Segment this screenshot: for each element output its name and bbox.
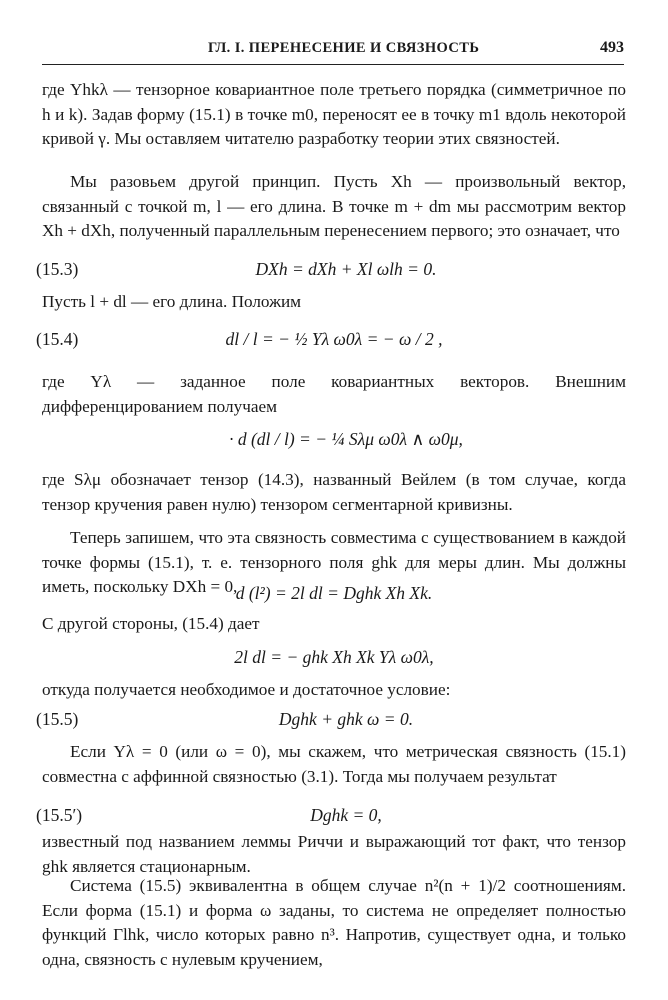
equation-number: (15.4) xyxy=(36,329,79,349)
paragraph-5: где Sλμ обозначает тензор (14.3), названный Вейлем (в том случае, когда тензор кручения равен нулю) тензором сегментарной кривизны. xyxy=(42,470,626,514)
equation-body: DXh = dXh + Xl ωlh = 0. xyxy=(255,259,437,279)
equation-body: Dghk + ghk ω = 0. xyxy=(278,709,414,729)
equation-body: 2l dl = − ghk Xh Xk Yλ ω0λ, xyxy=(234,647,434,667)
page-number: 493 xyxy=(600,39,624,56)
paragraph-8: откуда получается необходимое и достаточное условие: xyxy=(42,680,451,699)
paragraph-2: Мы разовьем другой принцип. Пусть Xh — произвольный вектор, связанный с точкой m, l — его длина. В точке m + dm мы рассмотрим вектор Xh + dXh, полученный параллельным перенесением первого; это означает, что xyxy=(42,172,626,240)
equation-number: (15.3) xyxy=(36,259,79,279)
equation-curvature xyxy=(0,426,668,452)
equation-15-3 xyxy=(0,256,668,282)
paragraph-7: С другой стороны, (15.4) дает xyxy=(42,614,260,633)
equation-body: d (l²) = 2l dl = Dghk Xh Xk. xyxy=(235,583,433,603)
paragraph-11: Система (15.5) эквивалентна в общем случае n²(n + 1)/2 соотношениям. Если форма (15.1) и форма ω заданы, то система не определяет полностью функций Γlhk, число которых равно n³. Напротив, существует одна, и только одна, связность с нулевым кручением, xyxy=(42,876,626,969)
chapter-title: ГЛ. I. ПЕРЕНЕСЕНИЕ И СВЯЗНОСТЬ xyxy=(208,40,480,56)
equation-number: (15.5) xyxy=(36,709,79,729)
equation-from-15-4 xyxy=(0,644,668,670)
paragraph-3: Пусть l + dl — его длина. Положим xyxy=(42,292,302,311)
paragraph-10: известный под названием леммы Риччи и выражающий тот факт, что тензор ghk является стационарным. xyxy=(42,832,626,876)
equation-number: (15.5′) xyxy=(36,805,83,825)
paragraph-9: Если Yλ = 0 (или ω = 0), мы скажем, что метрическая связность (15.1) совместна с аффинной связностью (3.1). Тогда мы получаем результат xyxy=(42,742,626,786)
equation-body: Dghk = 0, xyxy=(310,805,382,825)
equation-15-5 xyxy=(0,706,668,732)
running-header xyxy=(42,38,624,64)
equation-body: dl / l = − ½ Yλ ω0λ = − ω / 2 , xyxy=(225,329,443,349)
paragraph-6: Теперь запишем, что эта связность совместима с существованием в каждой точке формы (15.1), т. е. тензорного поля ghk для меры длин. Мы должны иметь, поскольку DXh = 0, xyxy=(42,528,626,596)
equation-length xyxy=(0,580,668,606)
equation-body: · d (dl / l) = − ¼ Sλμ ω0λ ∧ ω0μ, xyxy=(229,429,463,449)
paragraph-4: где Yλ — заданное поле ковариантных векторов. Внешним дифференцированием получаем xyxy=(42,372,626,416)
header-rule xyxy=(42,64,624,65)
equation-15-5-prime xyxy=(0,802,668,828)
paragraph-1: где Yhkλ — тензорное ковариантное поле третьего порядка (симметричное по h и k). Задав форму (15.1) в точке m0, переносят ее в точку m1 вдоль некоторой кривой γ. Мы оставляем читателю разработку теории этих связностей. xyxy=(42,80,626,148)
equation-15-4 xyxy=(0,326,668,352)
